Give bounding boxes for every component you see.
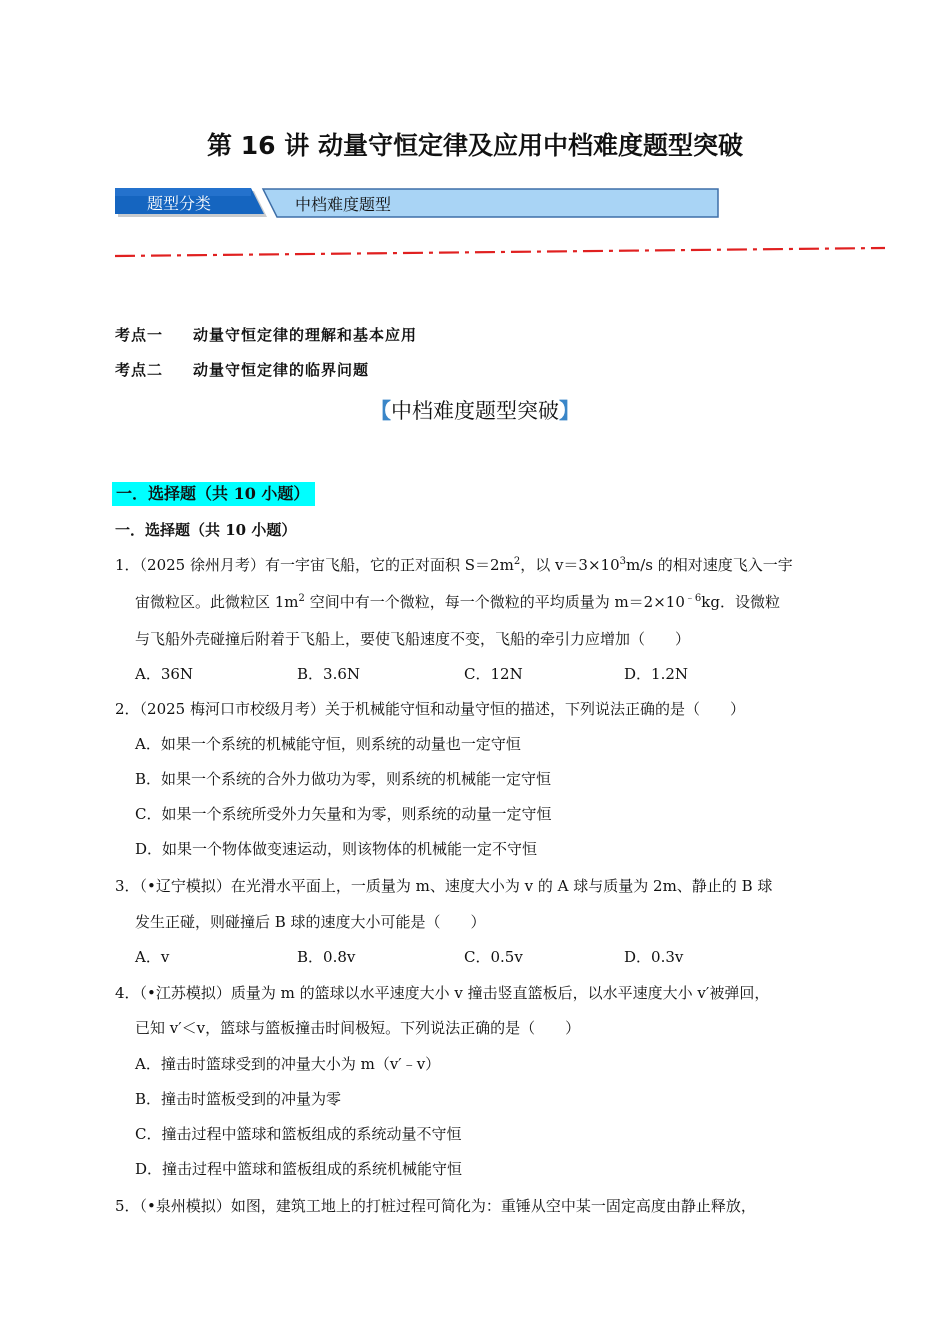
q1-text-c: m/s 的相对速度飞入一宇 bbox=[626, 556, 793, 574]
q1-line-1 bbox=[115, 555, 793, 575]
q2-line-1: 2．（2025 梅河口市校级月考）关于机械能守恒和动量守恒的描述，下列说法正确的是（ ） bbox=[115, 700, 745, 718]
q1-sup: 3 bbox=[619, 556, 627, 567]
kaodian-label: 考点一 bbox=[115, 326, 164, 344]
option-a: A．v bbox=[135, 948, 170, 966]
q2-option-c: C．如果一个系统所受外力矢量和为零，则系统的动量一定守恒 bbox=[135, 805, 552, 823]
section-title bbox=[0, 395, 950, 425]
q1-text-e: 空间中有一个微粒，每一个微粒的平均质量为 m＝2×10 bbox=[304, 593, 685, 611]
option-d: D．1.2N bbox=[624, 665, 689, 683]
q1-text-b: ，以 v＝3×10 bbox=[520, 556, 620, 574]
q2-option-a: A．如果一个系统的机械能守恒，则系统的动量也一定守恒 bbox=[135, 735, 521, 753]
q3-line-1: 3．（•辽宁模拟）在光滑水平面上，一质量为 m、速度大小为 v 的 A 球与质量为 2m、静止的 B 球 bbox=[115, 877, 773, 895]
category-banner bbox=[115, 186, 720, 220]
bracket-close: 】 bbox=[559, 399, 580, 423]
bracket-open: 【 bbox=[370, 399, 391, 423]
red-dash-dot-divider bbox=[115, 246, 885, 258]
option-c: C．12N bbox=[464, 665, 523, 683]
kaodian-text: 动量守恒定律的临界问题 bbox=[193, 361, 370, 379]
highlighted-heading: 一．选择题（共 10 小题） bbox=[112, 482, 315, 506]
kaodian-item-1 bbox=[115, 324, 417, 345]
banner-label: 题型分类 bbox=[147, 194, 212, 213]
option-d: D．0.3v bbox=[624, 948, 684, 966]
kaodian-text: 动量守恒定律的理解和基本应用 bbox=[193, 326, 418, 344]
q1-sup: 2 bbox=[513, 556, 521, 567]
q2-option-d: D．如果一个物体做变速运动，则该物体的机械能一定不守恒 bbox=[135, 840, 538, 858]
q1-line-3: 与飞船外壳碰撞后附着于飞船上，要使飞船速度不变，飞船的牵引力应增加（ ） bbox=[135, 630, 691, 648]
sub-heading: 一．选择题（共 10 小题） bbox=[115, 521, 297, 539]
q4-option-a: A．撞击时篮球受到的冲量大小为 m（v′﹣v） bbox=[135, 1055, 441, 1073]
option-c: C．0.5v bbox=[464, 948, 523, 966]
q4-option-d: D．撞击过程中篮球和篮板组成的系统机械能守恒 bbox=[135, 1160, 463, 1178]
option-a: A．36N bbox=[135, 665, 194, 683]
kaodian-label: 考点二 bbox=[115, 361, 164, 379]
q1-sup: ﹣6 bbox=[684, 593, 702, 604]
q4-option-b: B．撞击时篮板受到的冲量为零 bbox=[135, 1090, 342, 1108]
q1-text-d: 宙微粒区。此微粒区 1m bbox=[135, 593, 299, 611]
q1-sup: 2 bbox=[298, 593, 305, 604]
q3-line-2: 发生正碰，则碰撞后 B 球的速度大小可能是（ ） bbox=[135, 913, 486, 931]
page-title: 第 16 讲 动量守恒定律及应用中档难度题型突破 bbox=[207, 131, 743, 160]
q1-line-2 bbox=[135, 592, 780, 612]
kaodian-item-2 bbox=[115, 359, 369, 380]
q4-line-1: 4．（•江苏模拟）质量为 m 的篮球以水平速度大小 v 撞击竖直篮板后，以水平速度大小 v′被弹回， bbox=[115, 984, 770, 1002]
section-title-text: 中档难度题型突破 bbox=[391, 399, 559, 423]
q1-text-a: 1．（2025 徐州月考）有一宇宙飞船，它的正对面积 S＝2m bbox=[115, 556, 514, 574]
banner-value: 中档难度题型 bbox=[295, 195, 392, 214]
q1-text-f: kg．设微粒 bbox=[701, 593, 780, 611]
q5-line-1: 5．（•泉州模拟）如图，建筑工地上的打桩过程可简化为：重锤从空中某一固定高度由静止释放， bbox=[115, 1197, 756, 1215]
option-b: B．0.8v bbox=[297, 948, 356, 966]
q4-line-2: 已知 v′＜v，篮球与篮板撞击时间极短。下列说法正确的是（ ） bbox=[135, 1019, 581, 1037]
q2-option-b: B．如果一个系统的合外力做功为零，则系统的机械能一定守恒 bbox=[135, 770, 552, 788]
option-b: B．3.6N bbox=[297, 665, 361, 683]
q4-option-c: C．撞击过程中篮球和篮板组成的系统动量不守恒 bbox=[135, 1125, 462, 1143]
